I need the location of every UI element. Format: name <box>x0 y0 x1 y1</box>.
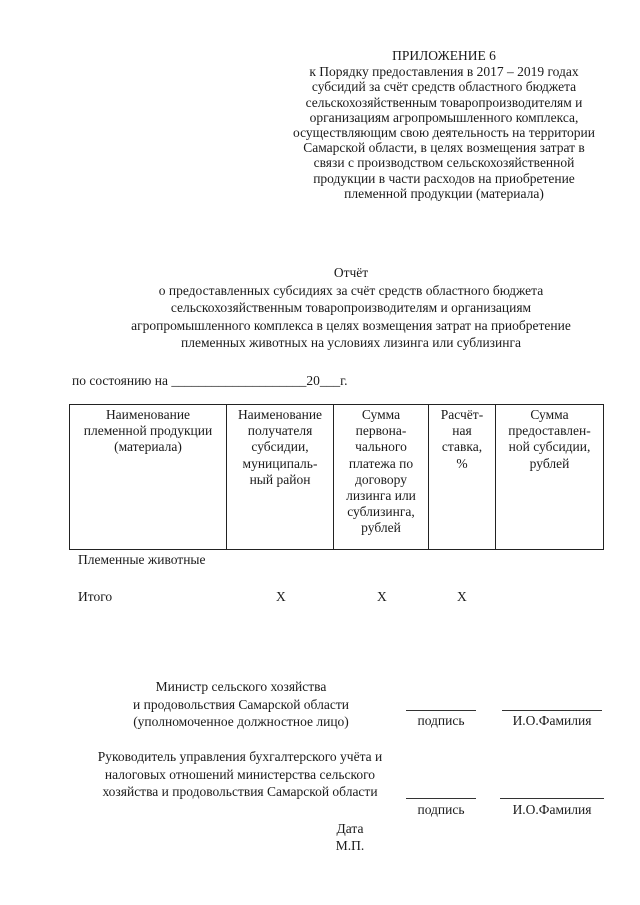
appendix-line: к Порядку предоставления в 2017 – 2019 годах <box>309 64 579 80</box>
name-line-1 <box>502 710 602 711</box>
signature-line-2 <box>406 798 476 799</box>
head-line: налоговых отношений министерства сельского <box>104 766 376 782</box>
header-line: предоставлен- <box>508 423 591 439</box>
header-line: ной субсидии, <box>508 439 591 455</box>
signature-caption-2: подпись <box>417 802 465 817</box>
appendix-line: осуществляющим свою деятельность на территории <box>293 125 595 141</box>
appendix-line: племенной продукции (материала) <box>344 185 544 201</box>
signature-caption-1: подпись <box>417 713 465 728</box>
total-x-initial-payment: X <box>377 589 387 604</box>
header-line: договору <box>355 471 407 487</box>
header-line: Наименование <box>105 407 191 422</box>
row-breeding-animals: Племенные животные <box>78 552 206 567</box>
header-line: Наименование <box>237 407 323 422</box>
minister-line: и продовольствия Самарской области <box>133 696 349 712</box>
col-header-subsidy-amount <box>496 405 604 550</box>
minister-line: (уполномоченное должностное лицо) <box>133 714 349 729</box>
header-line: лизинга или <box>346 488 416 504</box>
header-line: (материала) <box>114 439 182 455</box>
col-header-recipient <box>227 405 334 550</box>
header-line: ная <box>452 423 472 439</box>
col-header-initial-payment <box>334 405 429 550</box>
signature-line-1 <box>406 710 476 711</box>
appendix-line: продукции в части расходов на приобретение <box>313 170 575 186</box>
date-label: Дата <box>336 821 364 836</box>
report-line: сельскохозяйственным товаропроизводителям и организациям <box>170 300 532 315</box>
header-line: платежа по <box>348 455 414 471</box>
total-x-rate: X <box>457 589 467 604</box>
as-of-year-suffix: г. <box>340 373 348 388</box>
report-line: о предоставленных субсидиях за счёт средств областного бюджета <box>158 282 544 298</box>
header-line: субсидии, <box>251 439 309 455</box>
header-line: Сумма <box>361 407 401 422</box>
row-total-label: Итого <box>78 589 113 604</box>
col-header-product <box>70 405 227 550</box>
name-caption-1: И.О.Фамилия <box>512 713 592 728</box>
as-of-line: по состоянию на ____________________20___г. <box>72 373 348 388</box>
total-x-recipient: X <box>276 589 286 604</box>
minister-block <box>76 678 406 731</box>
header-line: первона- <box>355 423 407 439</box>
header-line: % <box>456 455 468 471</box>
accounting-head-block <box>70 748 410 801</box>
header-line: Сумма <box>530 407 569 422</box>
appendix-line: связи с производством сельскохозяйственной <box>313 155 575 171</box>
header-line: чального <box>355 439 407 455</box>
report-line: племенных животных на условиях лизинга или сублизинга <box>180 335 521 350</box>
as-of-year-prefix: 20 <box>306 373 320 388</box>
header-line: сублизинга, <box>347 504 415 520</box>
head-line: хозяйства и продовольствия Самарской области <box>102 784 378 799</box>
header-line: племенной продукции <box>83 423 213 439</box>
header-line: ставка, <box>441 439 483 455</box>
header-line: муниципаль- <box>242 455 318 471</box>
appendix-title: ПРИЛОЖЕНИЕ 6 <box>392 48 496 63</box>
col-header-rate <box>429 405 496 550</box>
head-line: Руководитель управления бухгалтерского учёта и <box>97 749 383 764</box>
name-line-2 <box>500 798 604 799</box>
header-line: рублей <box>529 455 570 471</box>
minister-line: Министр сельского хозяйства <box>155 679 327 694</box>
appendix-line: сельскохозяйственным товаропроизводителям и <box>305 94 583 110</box>
report-title: Отчёт <box>333 265 369 280</box>
header-line: получателя <box>247 423 313 439</box>
appendix-line: Самарской области, в целях возмещения затрат в <box>303 140 585 156</box>
header-line: Расчёт- <box>440 407 484 422</box>
header-line: ный район <box>249 471 311 487</box>
appendix-line: организациям агропромышленного комплекса, <box>309 109 579 125</box>
report-line: агропромышленного комплекса в целях возмещения затрат на приобретение <box>131 317 571 333</box>
name-caption-2: И.О.Фамилия <box>512 802 592 817</box>
report-table <box>69 404 604 550</box>
header-line: рублей <box>361 520 401 536</box>
appendix-line: субсидий за счёт средств областного бюджета <box>311 79 577 95</box>
stamp-label: М.П. <box>335 838 365 853</box>
appendix-header <box>286 48 602 201</box>
footer-block <box>300 820 400 854</box>
as-of-prefix: по состоянию на <box>72 373 168 388</box>
report-heading <box>66 264 636 352</box>
